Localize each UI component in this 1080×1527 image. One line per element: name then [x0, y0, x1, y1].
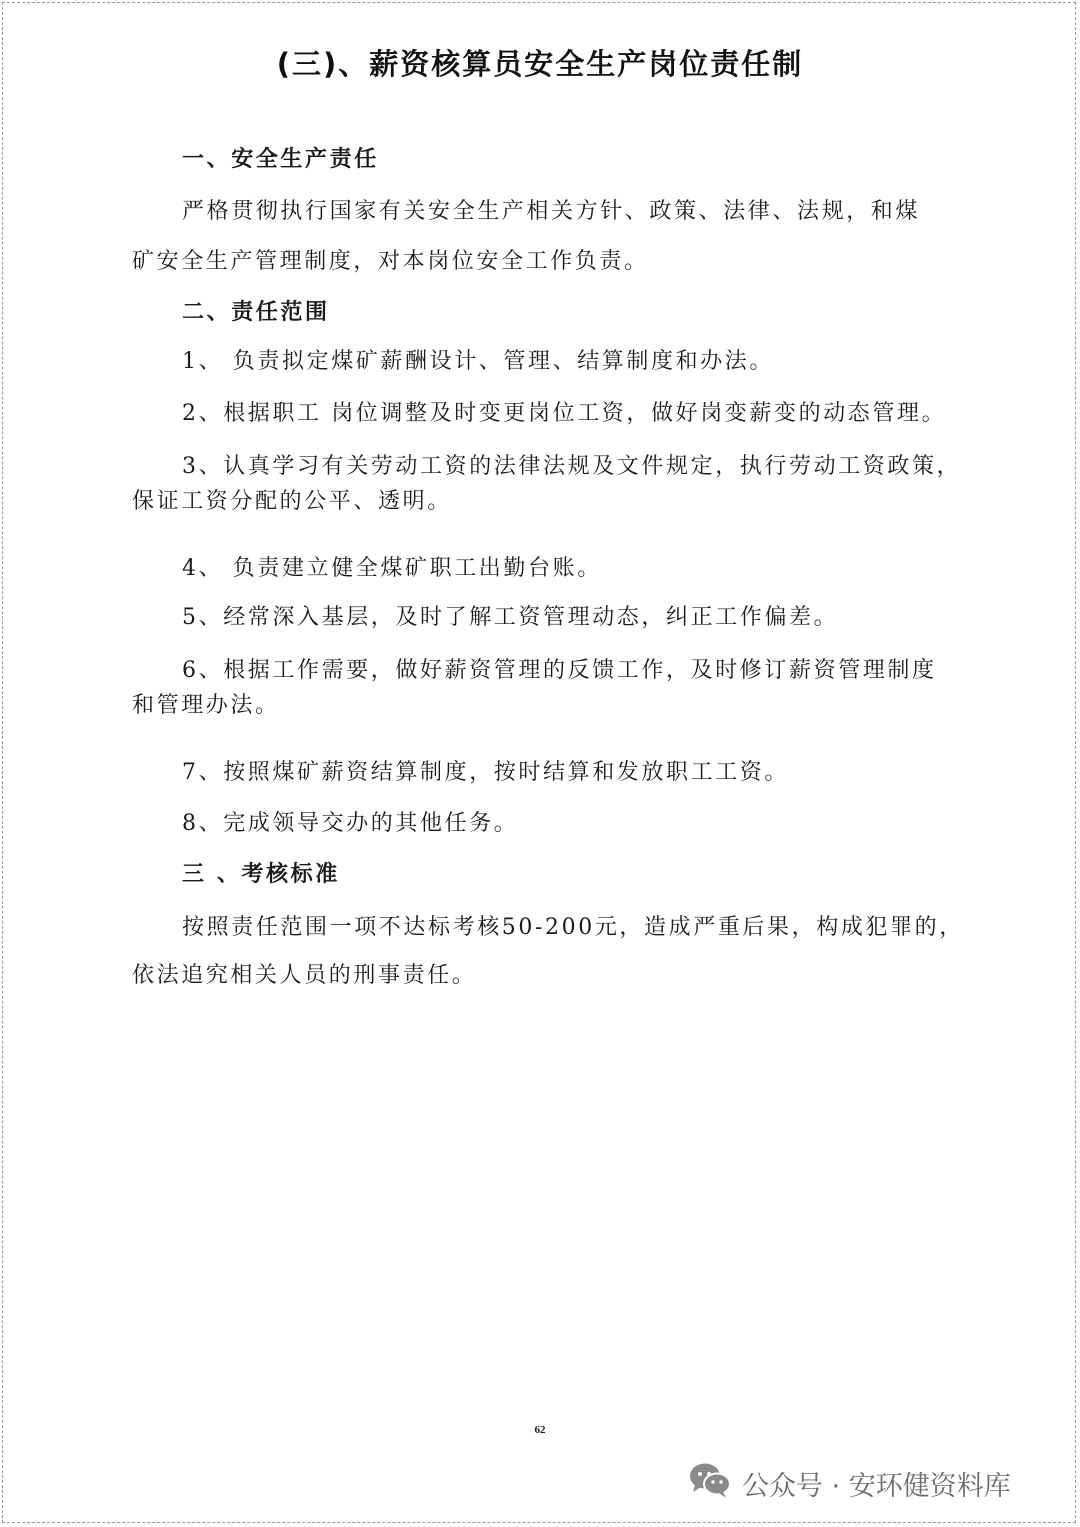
list-item: 8、完成领导交办的其他任务。 — [182, 811, 519, 836]
list-item: 5、经常深入基层，及时了解工资管理动态，纠正工作偏差。 — [182, 605, 839, 630]
paragraph-line: 按照责任范围一项不达标考核50-200元，造成严重后果，构成犯罪的， — [182, 915, 964, 940]
page-number: 62 — [534, 1424, 546, 1436]
list-item: 3、认真学习有关劳动工资的法律法规及文件规定，执行劳动工资政策， — [182, 454, 962, 479]
section-heading: 二、责任范围 — [182, 300, 330, 325]
list-item: 7、按照煤矿薪资结算制度，按时结算和发放职工工资。 — [182, 760, 789, 785]
list-item: 4、 负责建立健全煤矿职工出勤台账。 — [182, 556, 602, 581]
list-item: 2、根据职工 岗位调整及时变更岗位工资，做好岗变薪变的动态管理。 — [182, 401, 947, 426]
list-item-continuation: 保证工资分配的公平、透明。 — [132, 489, 452, 514]
section-heading: 一、安全生产责任 — [182, 147, 379, 172]
list-item-continuation: 和管理办法。 — [132, 693, 280, 718]
paragraph-line: 依法追究相关人员的刑事责任。 — [132, 963, 477, 988]
paragraph-line: 矿安全生产管理制度，对本岗位安全工作负责。 — [132, 249, 649, 274]
list-item: 6、根据工作需要，做好薪资管理的反馈工作，及时修订薪资管理制度 — [182, 658, 937, 683]
wechat-icon — [688, 1460, 732, 1507]
paragraph-line: 严格贯彻执行国家有关安全生产相关方针、政策、法律、法规，和煤 — [182, 199, 921, 224]
watermark-text: 公众号 · 安环健资料库 — [742, 1470, 1011, 1502]
watermark — [688, 1460, 1011, 1506]
list-item: 1、 负责拟定煤矿薪酬设计、管理、结算制度和办法。 — [182, 349, 774, 374]
document-title: (三)、薪资核算员安全生产岗位责任制 — [276, 47, 804, 81]
section-heading: 三 、考核标准 — [182, 862, 340, 887]
